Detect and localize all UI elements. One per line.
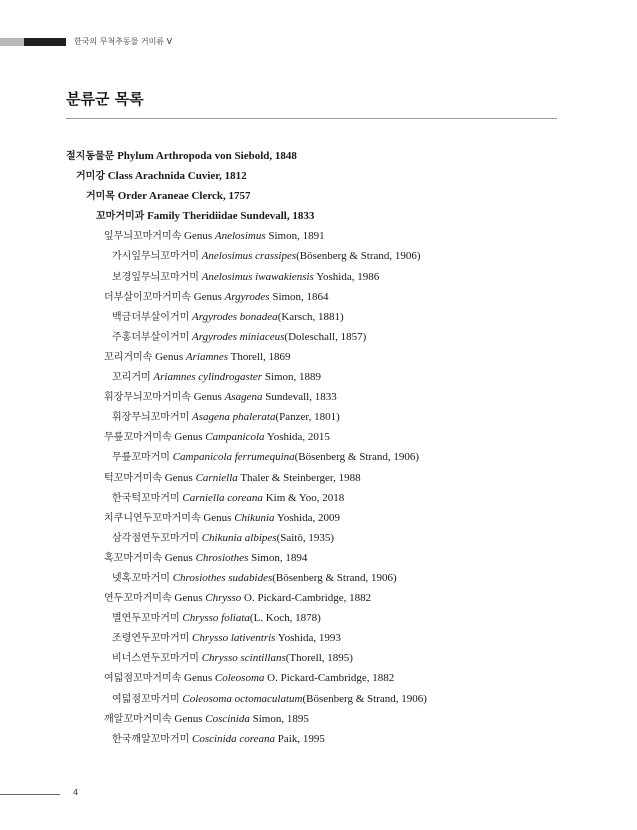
scientific-name: Campanicola bbox=[205, 431, 265, 444]
rank-label: Class Arachnida Cuvier, 1812 bbox=[107, 170, 247, 183]
taxon-entry bbox=[0, 206, 637, 226]
korean-name: 한국턱꼬마거미 bbox=[112, 492, 180, 504]
korean-name: 턱꼬마거미속 bbox=[104, 472, 162, 484]
scientific-name: Coleosoma octomaculatum bbox=[182, 692, 303, 705]
taxon-entry bbox=[0, 447, 637, 467]
taxon-entry bbox=[0, 508, 637, 528]
korean-name: 보경잎무늬꼬마거미 bbox=[112, 271, 199, 283]
taxon-entry bbox=[0, 689, 637, 709]
scientific-name: Chikunia albipes bbox=[201, 531, 277, 544]
author-year: Simon, 1894 bbox=[251, 551, 308, 564]
korean-name: 치쿠니연두꼬마거미속 bbox=[104, 512, 201, 524]
korean-name: 휘장무늬꼬마거미 bbox=[112, 412, 190, 424]
author-year: Simon, 1889 bbox=[264, 371, 322, 384]
header-bar-light bbox=[0, 38, 24, 46]
korean-name: 무릎꼬마거미 bbox=[112, 452, 170, 464]
author-year: (L. Koch, 1878) bbox=[249, 612, 321, 625]
rank-label: Genus bbox=[164, 551, 193, 564]
scientific-name: Chrysso scintillans bbox=[201, 652, 286, 665]
author-year: Yoshida, 2015 bbox=[266, 431, 330, 444]
rank-label: Genus bbox=[164, 471, 193, 484]
rank-label: Genus bbox=[193, 391, 222, 404]
scientific-name: Coscinida coreana bbox=[192, 732, 276, 745]
taxon-entry bbox=[0, 628, 637, 648]
taxon-entry bbox=[0, 367, 637, 387]
taxon-list bbox=[0, 146, 637, 749]
rank-label: Genus bbox=[184, 230, 213, 243]
author-year: O. Pickard-Cambridge, 1882 bbox=[267, 672, 395, 685]
taxon-entry bbox=[0, 488, 637, 508]
author-year: Yoshida, 1986 bbox=[316, 270, 380, 283]
scientific-name: Ariamnes cylindrogaster bbox=[153, 371, 263, 384]
rank-label: Genus bbox=[174, 431, 203, 444]
korean-name: 더부살이꼬마거미속 bbox=[104, 291, 191, 303]
korean-name: 여덟점꼬마거미 bbox=[112, 693, 180, 705]
author-year: Sundevall, 1833 bbox=[265, 391, 337, 404]
scientific-name: Anelosimus crassipes bbox=[201, 250, 297, 263]
korean-name: 넷혹꼬마거미 bbox=[112, 572, 170, 584]
section-divider bbox=[66, 118, 557, 119]
taxon-entry bbox=[0, 608, 637, 628]
korean-name: 백금더부살이거미 bbox=[112, 311, 190, 323]
korean-name: 조령연두꼬마거미 bbox=[112, 633, 190, 645]
taxon-entry bbox=[0, 407, 637, 427]
korean-name: 꼬마거미과 bbox=[96, 211, 145, 223]
taxon-entry bbox=[0, 347, 637, 367]
scientific-name: Carniella coreana bbox=[182, 491, 263, 504]
author-year: (Saitō, 1935) bbox=[276, 531, 335, 544]
korean-name: 별연두꼬마거미 bbox=[112, 613, 180, 625]
rank-label: Genus bbox=[174, 712, 203, 725]
korean-name: 휘장무늬꼬마거미속 bbox=[104, 392, 191, 404]
scientific-name: Coleosoma bbox=[214, 672, 265, 685]
author-year: Simon, 1895 bbox=[252, 712, 309, 725]
author-year: (Panzer, 1801) bbox=[275, 411, 340, 424]
korean-name: 여덟점꼬마거미속 bbox=[104, 673, 182, 685]
korean-name: 꼬리거미 bbox=[112, 372, 151, 384]
scientific-name: Chikunia bbox=[234, 511, 275, 524]
scientific-name: Chrysso bbox=[205, 592, 242, 605]
author-year: Kim & Yoo, 2018 bbox=[265, 491, 345, 504]
scientific-name: Chrosiothes sudabides bbox=[172, 571, 273, 584]
rank-label: Genus bbox=[203, 511, 232, 524]
author-year: (Bösenberg & Strand, 1906) bbox=[296, 250, 421, 263]
section-title: 분류군 목록 bbox=[66, 90, 144, 108]
scientific-name: Ariamnes bbox=[185, 350, 229, 363]
rank-label: Genus bbox=[184, 672, 213, 685]
taxon-entry bbox=[0, 287, 637, 307]
scientific-name: Chrosiothes bbox=[195, 551, 249, 564]
korean-name: 꼬리거미속 bbox=[104, 351, 153, 363]
rank-label: Genus bbox=[155, 350, 184, 363]
rank-label: Genus bbox=[193, 290, 222, 303]
footer-rule bbox=[0, 794, 60, 795]
taxon-entry bbox=[0, 709, 637, 729]
page-number: 4 bbox=[73, 788, 79, 797]
scientific-name: Chrysso lativentris bbox=[192, 632, 276, 645]
scientific-name: Campanicola ferrumequina bbox=[172, 451, 295, 464]
author-year: (Bösenberg & Strand, 1906) bbox=[272, 571, 397, 584]
scientific-name: Coscinida bbox=[205, 712, 250, 725]
korean-name: 깨알꼬마거미속 bbox=[104, 713, 172, 725]
rank-label: Order Araneae Clerck, 1757 bbox=[117, 190, 251, 203]
scientific-name: Asagena phalerata bbox=[192, 411, 276, 424]
author-year: (Bösenberg & Strand, 1906) bbox=[302, 692, 427, 705]
taxon-entry bbox=[0, 307, 637, 327]
korean-name: 비너스연두꼬마거미 bbox=[112, 653, 199, 665]
scientific-name: Anelosimus bbox=[214, 230, 266, 243]
taxon-entry bbox=[0, 327, 637, 347]
taxon-entry bbox=[0, 588, 637, 608]
scientific-name: Argyrodes bbox=[224, 290, 270, 303]
taxon-entry bbox=[0, 568, 637, 588]
taxon-entry bbox=[0, 648, 637, 668]
author-year: (Bösenberg & Strand, 1906) bbox=[294, 451, 420, 464]
author-year: Thaler & Steinberger, 1988 bbox=[240, 471, 361, 484]
korean-name: 가시잎무늬꼬마거미 bbox=[112, 251, 199, 263]
author-year: Thorell, 1869 bbox=[230, 350, 291, 363]
author-year: Yoshida, 2009 bbox=[276, 511, 340, 524]
rank-label: Family Theridiidae Sundevall, 1833 bbox=[147, 210, 315, 223]
korean-name: 주홍더부살이거미 bbox=[112, 331, 190, 343]
author-year: (Thorell, 1895) bbox=[285, 652, 353, 665]
author-year: (Doleschall, 1857) bbox=[284, 330, 367, 343]
author-year: Simon, 1891 bbox=[268, 230, 325, 243]
korean-name: 한국깨알꼬마거미 bbox=[112, 733, 190, 745]
taxon-entry bbox=[0, 528, 637, 548]
taxon-entry bbox=[0, 668, 637, 688]
scientific-name: Chrysso foliata bbox=[182, 612, 250, 625]
scientific-name: Argyrodes bonadea bbox=[192, 310, 278, 323]
running-header: 한국의 무척추동물 거미류 V bbox=[74, 37, 173, 46]
korean-name: 무릎꼬마거미속 bbox=[104, 432, 172, 444]
scientific-name: Carniella bbox=[195, 471, 238, 484]
author-year: O. Pickard-Cambridge, 1882 bbox=[244, 592, 372, 605]
korean-name: 혹꼬마거미속 bbox=[104, 552, 162, 564]
scientific-name: Anelosimus iwawakiensis bbox=[201, 270, 314, 283]
taxon-entry bbox=[0, 246, 637, 266]
rank-label: Phylum Arthropoda von Siebold, 1848 bbox=[117, 150, 297, 162]
korean-name: 절지동물문 bbox=[66, 151, 115, 162]
author-year: Yoshida, 1993 bbox=[277, 632, 341, 645]
author-year: Paik, 1995 bbox=[277, 732, 325, 745]
taxon-entry bbox=[0, 166, 637, 186]
taxon-entry bbox=[0, 186, 637, 206]
taxon-entry bbox=[0, 427, 637, 447]
taxon-entry bbox=[0, 387, 637, 407]
korean-name: 거미강 bbox=[76, 171, 105, 183]
scientific-name: Argyrodes miniaceus bbox=[192, 330, 285, 343]
taxon-entry bbox=[0, 146, 637, 166]
taxon-entry bbox=[0, 548, 637, 568]
rank-label: Genus bbox=[174, 592, 203, 605]
korean-name: 거미목 bbox=[86, 191, 115, 203]
taxon-entry bbox=[0, 468, 637, 488]
taxon-entry bbox=[0, 729, 637, 749]
korean-name: 삼각점연두꼬마거미 bbox=[112, 532, 199, 544]
scientific-name: Asagena bbox=[224, 391, 263, 404]
korean-name: 연두꼬마거미속 bbox=[104, 593, 172, 605]
taxon-entry bbox=[0, 267, 637, 287]
author-year: Simon, 1864 bbox=[272, 290, 329, 303]
taxon-entry bbox=[0, 226, 637, 246]
korean-name: 잎무늬꼬마거미속 bbox=[104, 231, 182, 243]
author-year: (Karsch, 1881) bbox=[277, 310, 344, 323]
header-bar-dark bbox=[24, 38, 66, 46]
